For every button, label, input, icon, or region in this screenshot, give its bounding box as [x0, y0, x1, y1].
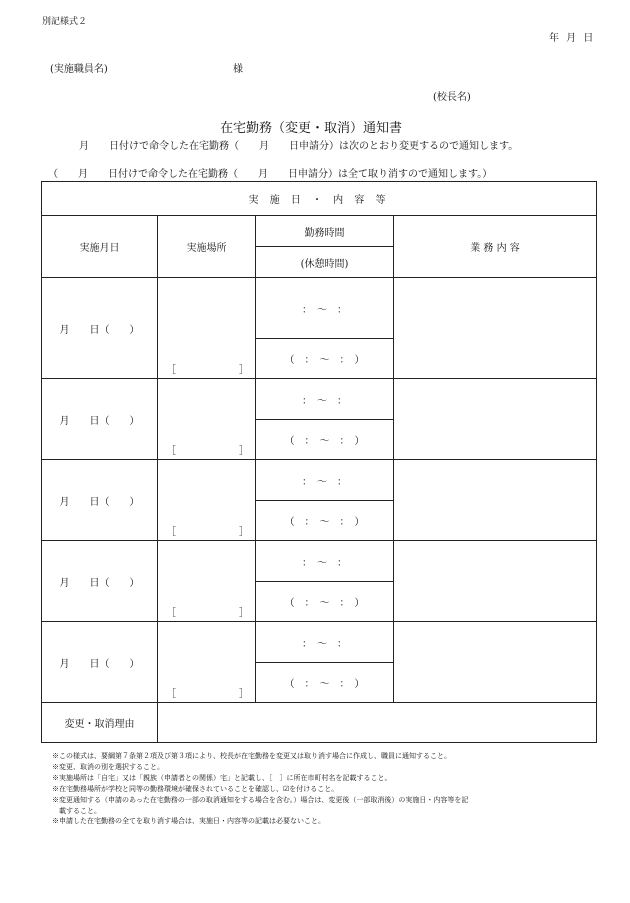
honorific: 様	[233, 64, 243, 75]
work-hours-cell[interactable]: ： ～ ：	[256, 622, 394, 663]
work-content-cell[interactable]	[394, 278, 597, 379]
notes-list	[52, 751, 572, 827]
place-cell[interactable]	[158, 622, 256, 703]
work-content-cell[interactable]	[394, 622, 597, 703]
work-content-cell[interactable]	[394, 541, 597, 622]
work-hours-cell[interactable]: ： ～ ：	[256, 379, 394, 420]
table-row	[42, 278, 597, 339]
place-bracket: ［ ］	[166, 365, 249, 376]
note-item: ※在宅勤務場所が学校と同等の勤務環境が確保されていることを確認し、☑を付けること。	[52, 784, 339, 793]
note-item: ※変更、取消の別を選択すること。	[52, 762, 164, 771]
place-cell[interactable]	[158, 460, 256, 541]
issue-date: 年 月 日	[549, 33, 596, 44]
col-header-content: 業 務 内 容	[394, 216, 597, 278]
work-hours-cell[interactable]: ： ～ ：	[256, 541, 394, 582]
section-header: 実 施 日 ・ 内 容 等	[42, 182, 597, 216]
note-item: ※この様式は、要綱第７条第２項及び第３項により、校長が在宅勤務を変更又は取り消す場合に作成し、職員に通知すること。	[52, 752, 451, 760]
change-statement: 月 日付けで命令した在宅勤務（ 月 日申請分）は次のとおり変更するので通知します。	[79, 141, 519, 152]
note-item: ※変更通知する（申請のあった在宅勤務の一部の取消通知をする場合を含む。）場合は、変更後（一部取消後）の実施日・内容等を記	[52, 795, 469, 804]
table-row	[42, 622, 597, 663]
form-number: 別記様式２	[42, 17, 88, 27]
document-title: 在宅勤務（変更・取消）通知書	[220, 121, 403, 136]
table-row	[42, 379, 597, 420]
col-header-date: 実施月日	[42, 216, 158, 278]
work-content-cell[interactable]	[394, 460, 597, 541]
place-bracket: ［ ］	[166, 446, 249, 457]
reason-label: 変更・取消理由	[42, 703, 158, 743]
break-hours-cell[interactable]: （ ： ～ ： ）	[256, 582, 394, 622]
col-header-break: (休憩時間)	[256, 247, 394, 278]
place-cell[interactable]	[158, 278, 256, 379]
break-hours-cell[interactable]: （ ： ～ ： ）	[256, 339, 394, 379]
table-row	[42, 460, 597, 501]
work-hours-cell[interactable]: ： ～ ：	[256, 460, 394, 501]
date-cell[interactable]: 月 日（ ）	[42, 622, 158, 703]
note-item: ※実施場所は「自宅」又は「親族（申請者との関係）宅」と記載し、［ ］に所在市町村名を記載すること。	[52, 773, 392, 782]
work-hours-cell[interactable]: ： ～ ：	[256, 278, 394, 339]
place-bracket: ［ ］	[166, 608, 249, 619]
cancel-statement: （ 月 日付けで命令した在宅勤務（ 月 日申請分）は全て取り消すので通知します。）	[48, 169, 493, 180]
note-item: 載すること。	[59, 806, 101, 815]
date-cell[interactable]: 月 日（ ）	[42, 379, 158, 460]
place-bracket: ［ ］	[166, 527, 249, 538]
date-cell[interactable]: 月 日（ ）	[42, 541, 158, 622]
date-cell[interactable]: 月 日（ ）	[42, 460, 158, 541]
date-cell[interactable]: 月 日（ ）	[42, 278, 158, 379]
schedule-table	[41, 181, 597, 743]
table-row	[42, 541, 597, 582]
reason-field[interactable]	[158, 703, 597, 743]
col-header-place: 実施場所	[158, 216, 256, 278]
place-cell[interactable]	[158, 379, 256, 460]
break-hours-cell[interactable]: （ ： ～ ： ）	[256, 663, 394, 703]
break-hours-cell[interactable]: （ ： ～ ： ）	[256, 420, 394, 460]
principal-label: (校長名)	[433, 92, 471, 103]
place-cell[interactable]	[158, 541, 256, 622]
col-header-hours: 勤務時間	[256, 216, 394, 247]
break-hours-cell[interactable]: （ ： ～ ： ）	[256, 501, 394, 541]
recipient-label: (実施職員名)	[50, 64, 108, 75]
place-bracket: ［ ］	[166, 689, 249, 700]
work-content-cell[interactable]	[394, 379, 597, 460]
note-item: ※申請した在宅勤務の全てを取り消す場合は、実施日・内容等の記載は必要ないこと。	[52, 817, 325, 826]
